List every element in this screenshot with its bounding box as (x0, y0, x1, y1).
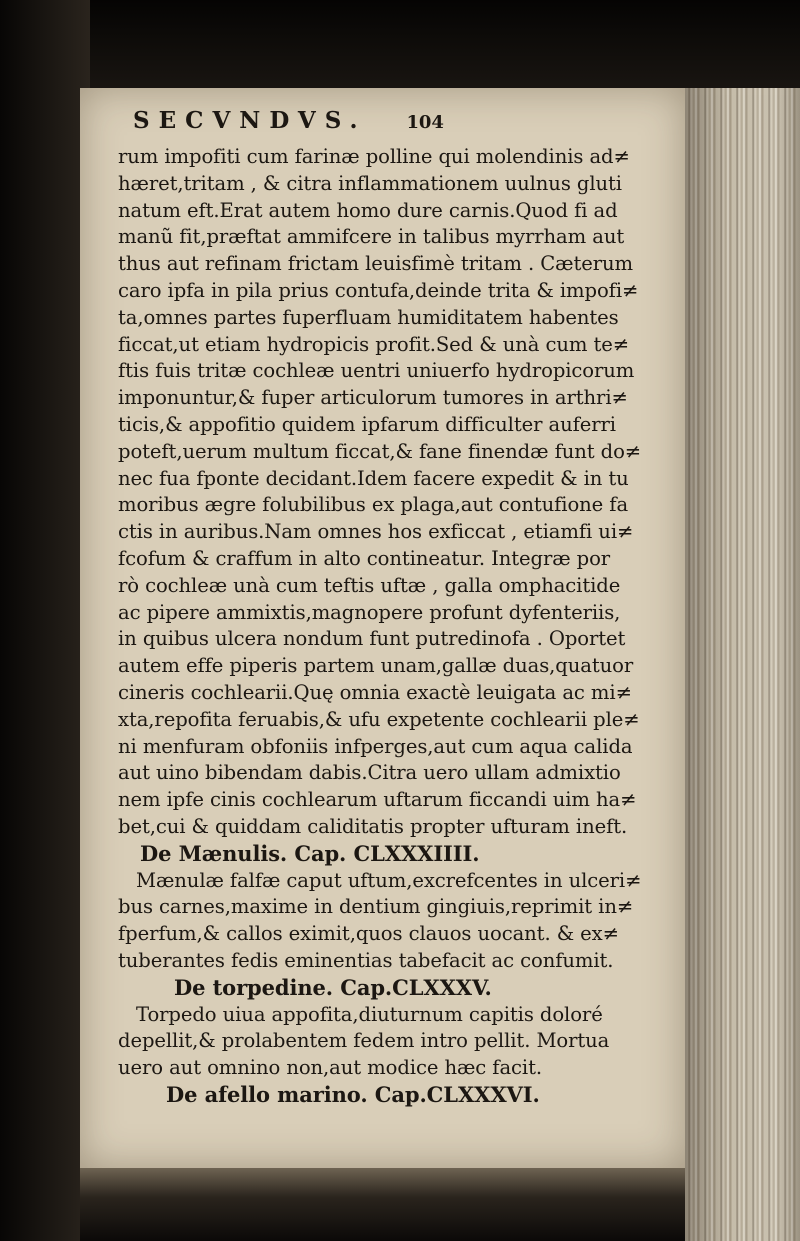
page-edges-shade (685, 88, 800, 1241)
paragraph-2 (118, 868, 653, 975)
text-line: Mænulæ falfæ caput uftum,excrefcentes in ulceri≠ (136, 868, 642, 892)
text-line: imponuntur,& fuper articulorum tumores in arthri≠ (118, 386, 628, 410)
text-line: Torpedo uiua appofita,diuturnum capitis doloré (136, 1002, 603, 1026)
text-line: ta,omnes partes fuperfluam humiditatem habentes (118, 305, 619, 329)
text-line: depellit,& prolabentem fedem intro pellit. Mortua (118, 1029, 610, 1053)
text-line: ftis fuis tritæ cochleæ uentri uniuerfo hydropicorum (118, 359, 635, 383)
text-line: bet,cui & quiddam caliditatis propter ufturam ineft. (118, 814, 628, 838)
text-line: rò cochleæ unà cum teftis uftæ , galla omphacitide (118, 573, 621, 597)
paragraph-1 (118, 144, 653, 841)
text-line: ni menfuram obfoniis infperges,aut cum aqua calida (118, 734, 633, 758)
photo-background-left (0, 0, 90, 1241)
text-line: fperfum,& callos eximit,quos clauos uocant. & ex≠ (118, 922, 619, 946)
paragraph-3 (118, 1002, 653, 1082)
text-line: in quibus ulcera nondum funt putredinofa . Oportet (118, 627, 626, 651)
text-line: bus carnes,maxime in dentium gingiuis,reprimit in≠ (118, 895, 634, 919)
text-line: natum eft.Erat autem homo dure carnis.Quod fi ad (118, 198, 618, 222)
text-line: ac pipere ammixtis,magnopere profunt dyfenteriis, (118, 600, 621, 624)
text-line: xta,repofita feruabis,& ufu expetente cochlearii ple≠ (118, 707, 640, 731)
text-line: aut uino bibendam dabis.Citra uero ullam admixtio (118, 761, 621, 785)
running-head-title: SECVNDVS. (133, 107, 367, 134)
page-text (118, 108, 653, 1109)
chapter-heading-186: De afello marino. Cap.CLXXXVI. (166, 1081, 540, 1107)
text-line: ctis in auribus.Nam omnes hos exficcat , etiamfi ui≠ (118, 520, 634, 544)
text-line: caro ipfa in pila prius contufa,deinde trita & impofi≠ (118, 278, 639, 302)
text-line: moribus ægre folubilibus ex plaga,aut contufione fa (118, 493, 629, 517)
text-line: poteft,uerum multum ficcat,& fane finendæ funt do≠ (118, 439, 642, 463)
text-line: tuberantes fedis eminentias tabefacit ac confumit. (118, 948, 614, 972)
running-head (118, 108, 653, 144)
text-line: nem ipfe cinis cochlearum uftarum ficcandi uim ha≠ (118, 788, 637, 812)
text-line: ficcat,ut etiam hydropicis profit.Sed & unà cum te≠ (118, 332, 630, 356)
photo-background-bottom (80, 1168, 685, 1241)
text-line: hæret,tritam , & citra inflammationem uulnus gluti (118, 171, 622, 195)
text-line: manũ fit,præftat ammifcere in talibus myrrham aut (118, 225, 625, 249)
text-line: ticis,& appofitio quidem ipfarum difficulter auferri (118, 412, 616, 436)
photo-background-top (0, 0, 800, 95)
text-line: uero aut omnino non,aut modice hæc facit. (118, 1056, 542, 1080)
page-number: 104 (406, 112, 444, 133)
chapter-heading-185: De torpedine. Cap.CLXXXV. (174, 974, 492, 1000)
chapter-heading-184: De Mænulis. Cap. CLXXXIIII. (140, 840, 480, 866)
text-line: autem effe piperis partem unam,gallæ duas,quatuor (118, 654, 634, 678)
text-line: rum impofiti cum farinæ polline qui molendinis ad≠ (118, 145, 630, 168)
text-line: thus aut refinam frictam leuisfimè tritam . Cæterum (118, 252, 634, 276)
text-line: nec fua fponte decidant.Idem facere expedit & in tu (118, 466, 629, 490)
text-line: cineris cochlearii.Quę omnia exactè leuigata ac mi≠ (118, 680, 632, 704)
text-line: fcofum & craffum in alto contineatur. Integræ por (118, 546, 611, 570)
